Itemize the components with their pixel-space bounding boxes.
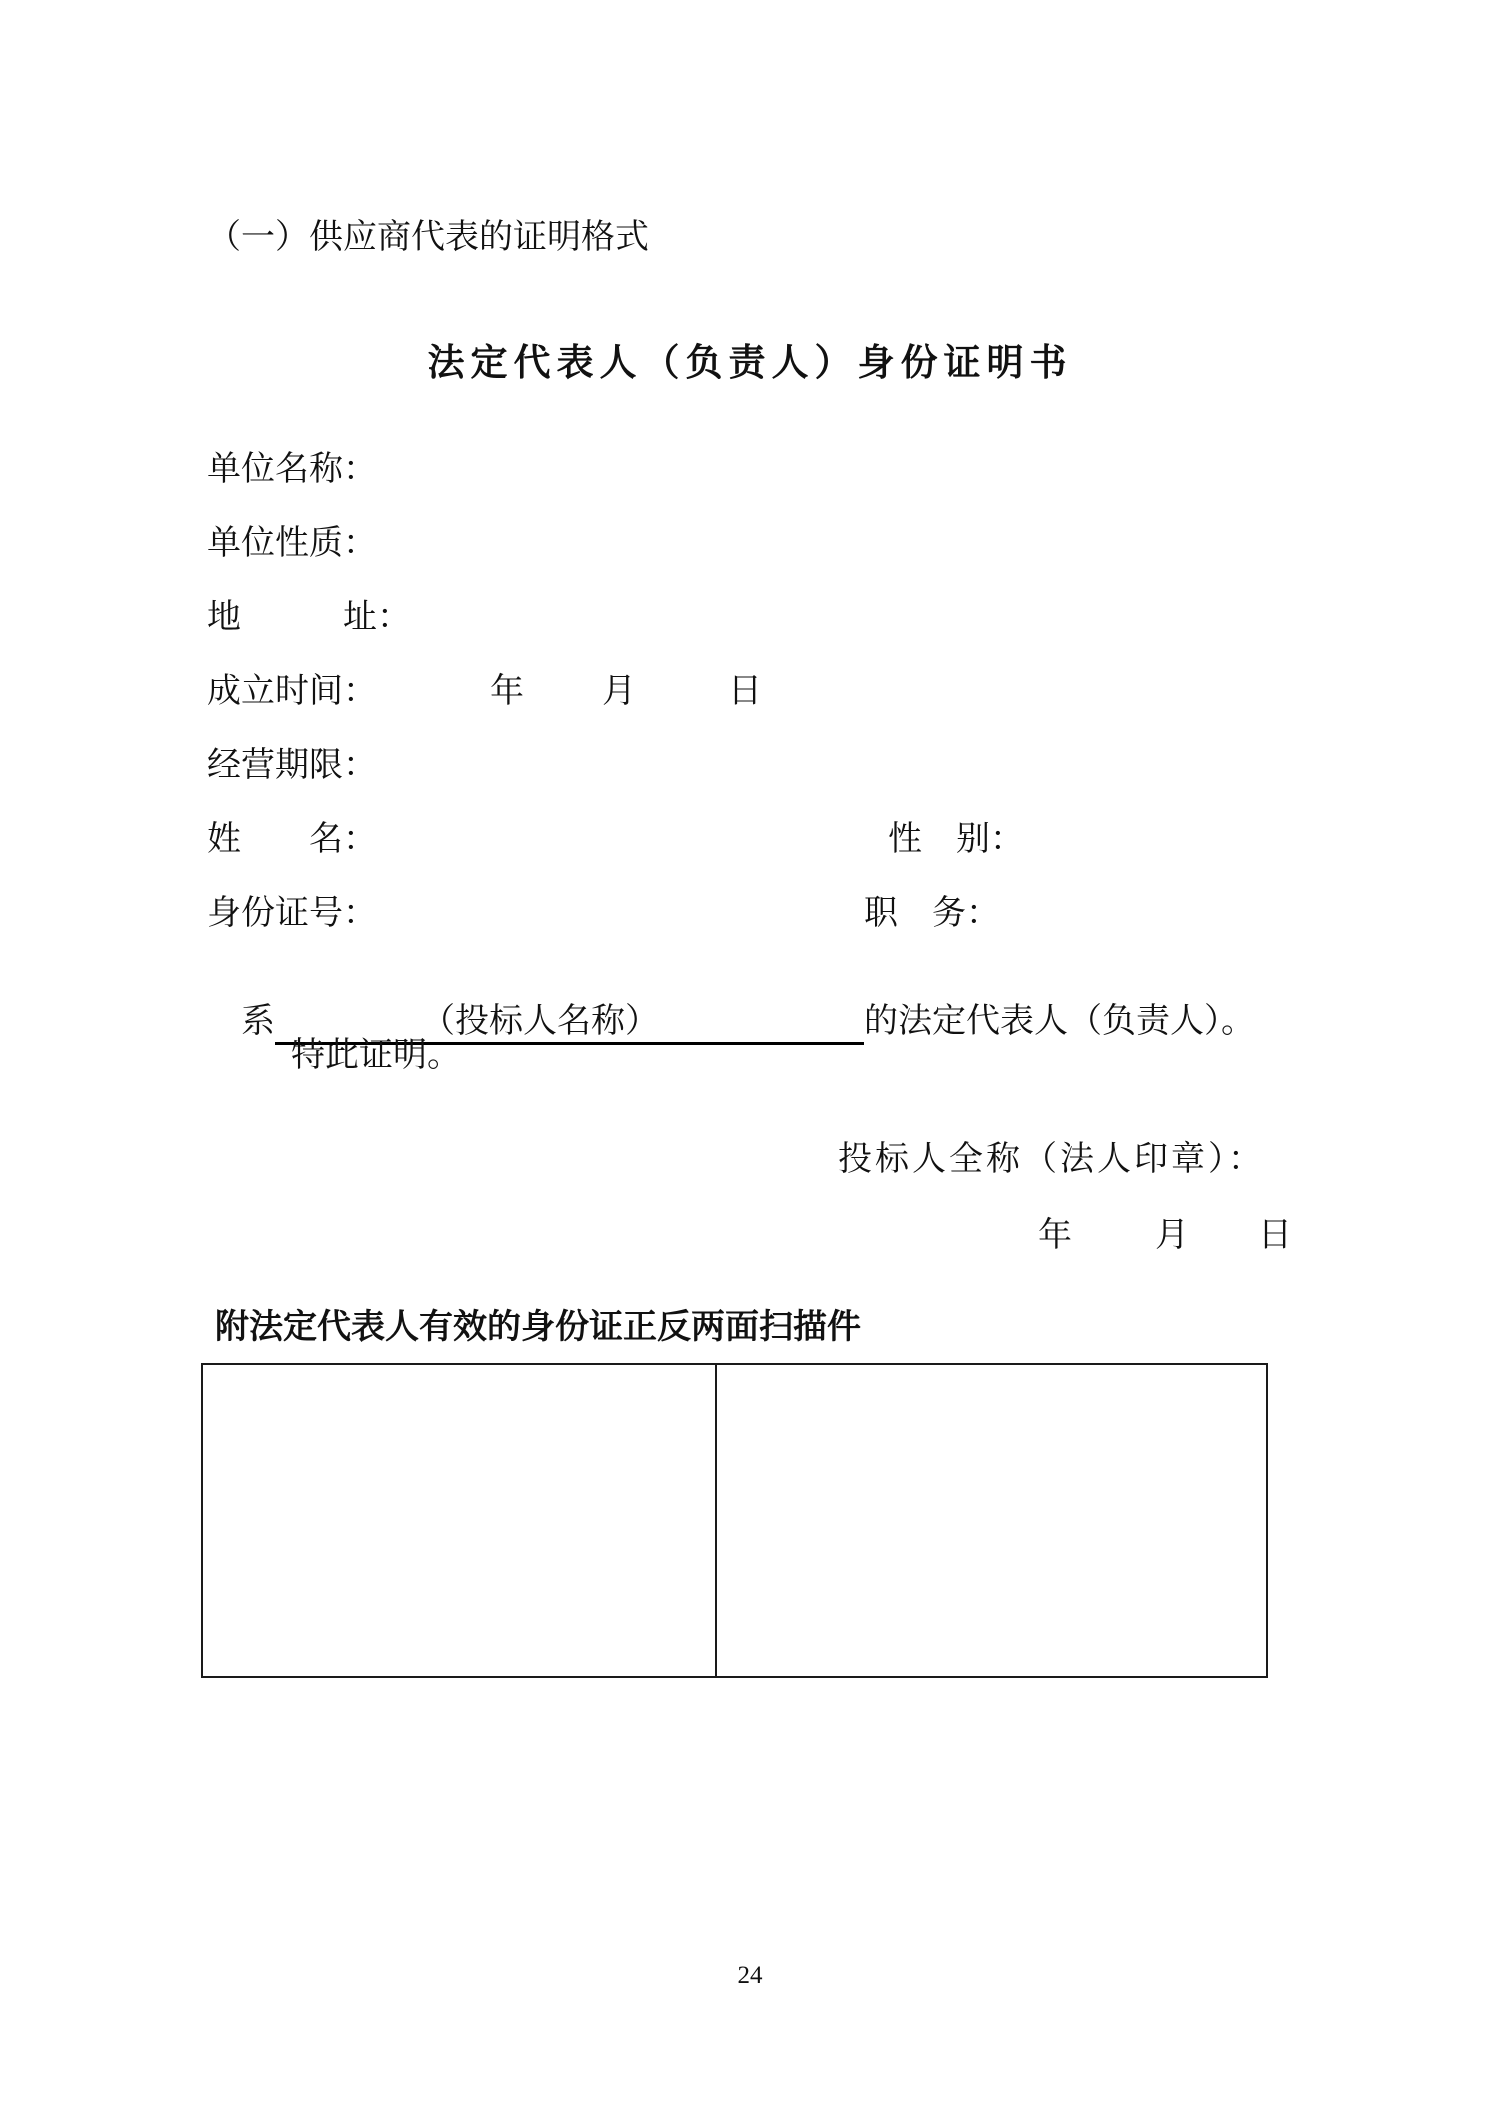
establish-year-label: 年 — [490, 673, 524, 710]
field-company-nature-label: 单位性质： — [207, 525, 377, 562]
signature-year-label: 年 — [1038, 1217, 1072, 1254]
id-scan-table — [201, 1363, 1268, 1678]
bidder-seal-label: 投标人全称（法人印章）： — [838, 1141, 1265, 1178]
page-number: 24 — [737, 1962, 763, 1989]
signature-day-label: 日 — [1258, 1217, 1292, 1254]
field-name-label: 姓 名： — [207, 821, 377, 858]
id-scan-front-cell — [203, 1365, 717, 1676]
establish-day-label: 日 — [728, 673, 762, 710]
field-gender-label: 性 别： — [888, 821, 1024, 858]
field-establish-date-label: 成立时间： — [207, 673, 377, 710]
field-position-label: 职 务： — [864, 895, 1000, 932]
document-title: 法定代表人（负责人）身份证明书 — [427, 343, 1073, 384]
signature-month-label: 月 — [1155, 1217, 1189, 1254]
statement-suffix: 的法定代表人（负责人）。 — [864, 1003, 1255, 1040]
id-scan-back-cell — [717, 1365, 1266, 1676]
statement-prefix: 系 — [241, 1003, 275, 1040]
section-heading: （一）供应商代表的证明格式 — [207, 219, 649, 256]
field-business-term-label: 经营期限： — [207, 747, 377, 784]
establish-month-label: 月 — [602, 673, 636, 710]
field-id-number-label: 身份证号： — [207, 895, 377, 932]
hereby-certify-text: 特此证明。 — [291, 1037, 461, 1074]
field-address-label: 地 址： — [207, 599, 411, 636]
attachment-heading: 附法定代表人有效的身份证正反两面扫描件 — [215, 1309, 861, 1346]
bidder-name-placeholder: （投标人名称） — [421, 1003, 659, 1040]
field-company-name-label: 单位名称： — [207, 451, 377, 488]
